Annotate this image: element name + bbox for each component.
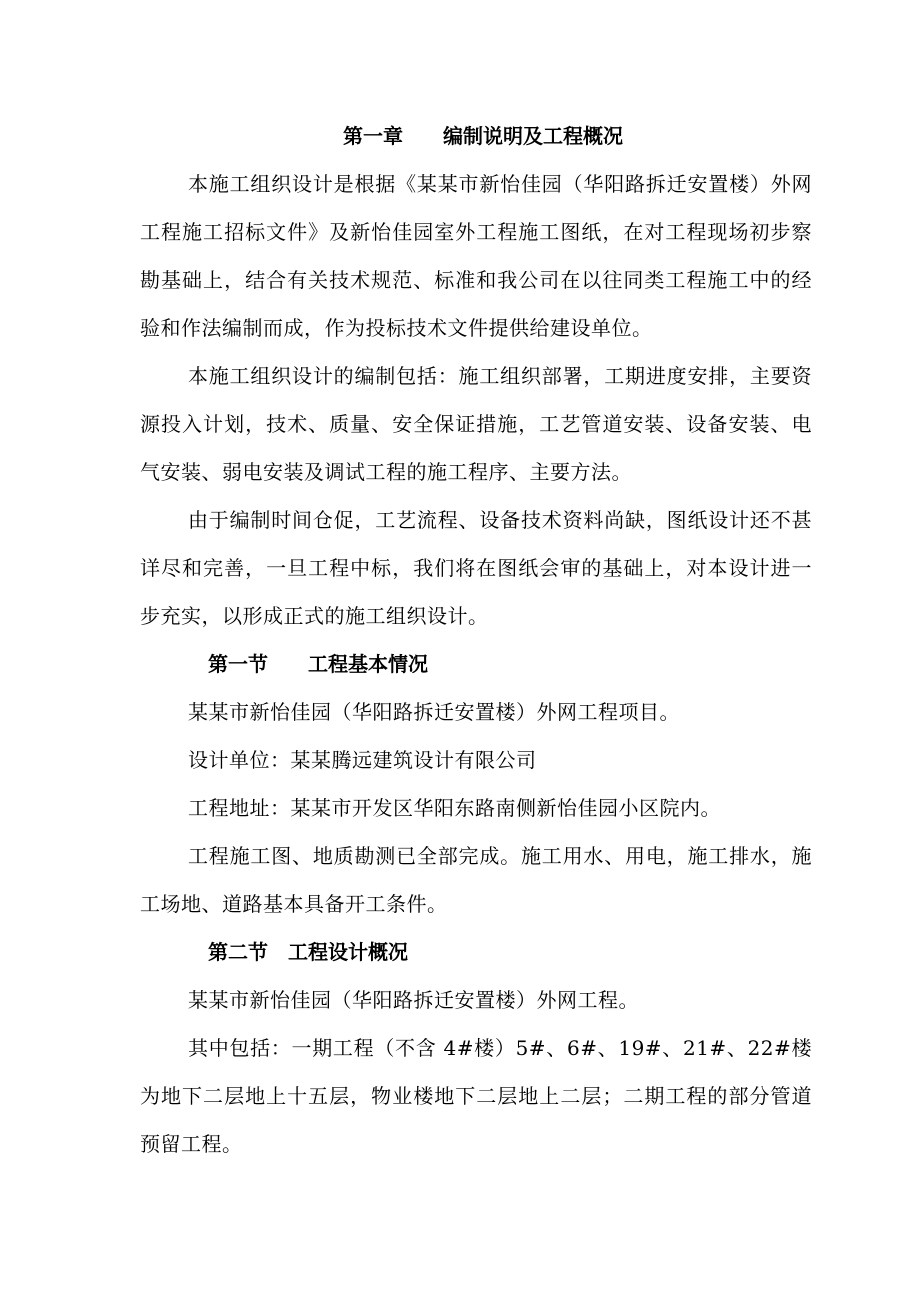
section-paragraph: 其中包括：一期工程（不含 4#楼）5#、6#、19#、21#、22#楼为地下二层地上十五层，物业楼地下二层地上二层；二期工程的部分管道预留工程。 xyxy=(140,1036,812,1156)
section-paragraph: 工程施工图、地质勘测已全部完成。施工用水、用电，施工排水，施工场地、道路基本具备开工条件。 xyxy=(140,844,812,916)
intro-paragraph: 由于编制时间仓促，工艺流程、设备技术资料尚缺，图纸设计还不甚详尽和完善，一旦工程中标，我们将在图纸会审的基础上，对本设计进一步充实，以形成正式的施工组织设计。 xyxy=(140,508,812,628)
document-page xyxy=(140,112,812,1168)
intro-paragraph: 本施工组织设计是根据《某某市新怡佳园（华阳路拆迁安置楼）外网工程施工招标文件》及新怡佳园室外工程施工图纸，在对工程现场初步察勘基础上，结合有关技术规范、标准和我公司在以往同类工程施工中的经验和作法编制而成，作为投标技术文件提供给建设单位。 xyxy=(140,172,812,340)
section-paragraph: 某某市新怡佳园（华阳路拆迁安置楼）外网工程项目。 xyxy=(188,700,680,724)
section-paragraph: 设计单位：某某腾远建筑设计有限公司 xyxy=(188,748,537,772)
intro-paragraph: 本施工组织设计的编制包括：施工组织部署，工期进度安排，主要资源投入计划，技术、质量、安全保证措施，工艺管道安装、设备安装、电气安装、弱电安装及调试工程的施工程序、主要方法。 xyxy=(140,364,812,484)
section-title: 第二节 工程设计概况 xyxy=(208,940,408,964)
chapter-title: 第一章 编制说明及工程概况 xyxy=(343,124,623,148)
section-title: 第一节 工程基本情况 xyxy=(208,652,428,676)
section-paragraph: 工程地址：某某市开发区华阳东路南侧新怡佳园小区院内。 xyxy=(188,796,721,820)
section-paragraph: 某某市新怡佳园（华阳路拆迁安置楼）外网工程。 xyxy=(188,988,639,1012)
